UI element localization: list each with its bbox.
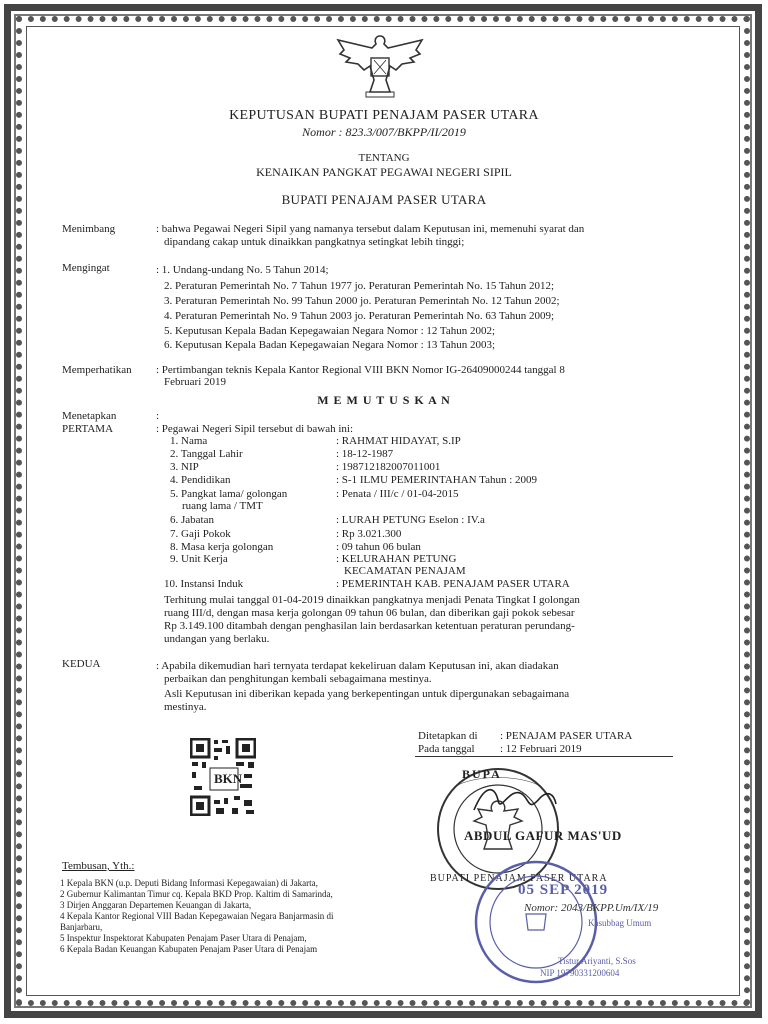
- bkn-logo-text: BKN: [214, 771, 243, 786]
- field-label: 3. NIP: [170, 461, 199, 473]
- mengingat-item: 5. Keputusan Kepala Badan Kepegawaian Negara Nomor : 12 Tahun 2002;: [164, 325, 496, 337]
- signature-divider: [415, 756, 673, 757]
- field-value: : Penata / III/c / 01-04-2015: [336, 488, 459, 500]
- ditetapkan-value: : PENAJAM PASER UTARA: [500, 730, 633, 742]
- memperhatikan-text-line1: : Pertimbangan teknis Kepala Kantor Regional VIII BKN Nomor IG-26409000244 tanggal 8: [156, 364, 565, 376]
- field-value: KECAMATAN PENAJAM: [344, 565, 466, 577]
- qr-code: [190, 738, 256, 816]
- field-label: 5. Pangkat lama/ golongan: [170, 488, 288, 500]
- field-value: : PEMERINTAH KAB. PENAJAM PASER UTARA: [336, 578, 570, 590]
- mengingat-item: : 1. Undang-undang No. 5 Tahun 2014;: [156, 264, 329, 276]
- seal-ring-text: BUPATI PENAJAM PASER UTARA: [430, 873, 608, 884]
- field-value: : 09 tahun 06 bulan: [336, 541, 421, 553]
- stamp-date: 05 SEP 2019: [518, 882, 609, 898]
- field-value: : 198712182007011001: [336, 461, 441, 473]
- tembusan-title: Tembusan, Yth.:: [62, 860, 135, 872]
- field-value: : KELURAHAN PETUNG: [336, 553, 457, 565]
- field-label: ruang lama / TMT: [182, 500, 263, 512]
- document-number: Nomor : 823.3/007/BKPP/II/2019: [302, 125, 466, 139]
- memutuskan-heading: M E M U T U S K A N: [317, 393, 451, 407]
- field-label: 7. Gaji Pokok: [170, 528, 231, 540]
- field-label: 2. Tanggal Lahir: [170, 448, 243, 460]
- memperhatikan-label: Memperhatikan: [62, 364, 132, 376]
- tembusan-item: 2 Gubernur Kalimantan Timur cq. Kepala BKD Prop. Kaltim di Samarinda,: [60, 889, 333, 899]
- mengingat-item: 2. Peraturan Pemerintah No. 7 Tahun 1977 jo. Peraturan Pemerintah No. 15 Tahun 2012;: [164, 280, 555, 292]
- tentang-label: TENTANG: [358, 152, 410, 164]
- tanggal-label: Pada tanggal: [418, 743, 475, 755]
- stamp-officer-name: Tistur Ariyanti, S.Sos: [558, 956, 636, 966]
- tembusan-item: 1 Kepala BKN (u.p. Deputi Bidang Informasi Kepegawaian) di Jakarta,: [60, 878, 318, 888]
- field-label: 4. Pendidikan: [170, 474, 231, 486]
- field-value: : 18-12-1987: [336, 448, 394, 460]
- field-value: : RAHMAT HIDAYAT, S.IP: [336, 435, 461, 447]
- stamp-nomor: Nomor: 2043/BKPP.Um/IX/19: [524, 902, 659, 914]
- tembusan-item: Banjarbaru,: [60, 922, 103, 932]
- field-value: : LURAH PETUNG Eselon : IV.a: [336, 514, 485, 526]
- pertama-paragraph-line: Rp 3.149.100 ditambah dengan penghasilan lain berdasarkan ketentuan peraturan perundang-: [164, 620, 575, 632]
- pertama-paragraph-line: Terhitung mulai tanggal 01-04-2019 dinaikkan pangkatnya menjadi Penata Tingkat I golongan: [164, 594, 580, 606]
- kedua-line: Asli Keputusan ini diberikan kepada yang berkepentingan untuk dipergunakan sebagaimana: [164, 688, 570, 700]
- stamp-role: Kasubbag Umum: [588, 918, 652, 928]
- pertama-intro: : Pegawai Negeri Sipil tersebut di bawah ini:: [156, 423, 354, 435]
- menetapkan-colon: :: [156, 410, 160, 422]
- field-label: 6. Jabatan: [170, 514, 214, 526]
- menimbang-text-line1: : bahwa Pegawai Negeri Sipil yang namanya tersebut dalam Keputusan ini, memenuhi syarat dan: [156, 223, 585, 235]
- mengingat-item: 4. Peraturan Pemerintah No. 9 Tahun 2003 jo. Peraturan Pemerintah No. 63 Tahun 2009;: [164, 310, 555, 322]
- mengingat-label: Mengingat: [62, 262, 110, 274]
- memperhatikan-text-line2: Februari 2019: [164, 376, 227, 388]
- tembusan-item: 5 Inspektur Inspektorat Kabupaten Penajam Paser Utara di Penajam,: [60, 933, 307, 943]
- field-label: 10. Instansi Induk: [164, 578, 244, 590]
- document-subject: KENAIKAN PANGKAT PEGAWAI NEGERI SIPIL: [256, 165, 512, 179]
- kedua-line: : Apabila dikemudian hari ternyata terdapat kekeliruan dalam Keputusan ini, akan diadakan: [156, 660, 559, 672]
- pertama-paragraph-line: ruang III/d, dengan masa kerja golongan 09 tahun 06 bulan, dan diberikan gaji pokok sebesar: [164, 607, 575, 619]
- menetapkan-label: Menetapkan: [62, 410, 117, 422]
- menimbang-text-line2: dipandang cakap untuk dinaikkan pangkatnya setingkat lebih tinggi;: [164, 236, 465, 248]
- menimbang-label: Menimbang: [62, 223, 116, 235]
- kedua-line: mestinya.: [164, 701, 207, 713]
- tembusan-list: [60, 878, 333, 955]
- pertama-label: PERTAMA: [62, 423, 114, 435]
- seal-partial-text: BUPA: [462, 767, 502, 781]
- field-label: 8. Masa kerja golongan: [170, 541, 274, 553]
- document-title: KEPUTUSAN BUPATI PENAJAM PASER UTARA: [229, 108, 539, 123]
- mengingat-item: 3. Peraturan Pemerintah No. 99 Tahun 2000 jo. Peraturan Pemerintah No. 12 Tahun 2002;: [164, 295, 560, 307]
- ditetapkan-label: Ditetapkan di: [418, 730, 478, 742]
- tembusan-item: 6 Kepala Badan Keuangan Kabupaten Penajam Paser Utara di Penajam: [60, 944, 318, 954]
- kedua-label: KEDUA: [62, 658, 101, 670]
- stamp-officer-nip: NIP 19790331200604: [540, 968, 620, 978]
- tanggal-value: : 12 Februari 2019: [500, 743, 582, 755]
- garuda-emblem-icon: [330, 30, 430, 98]
- kedua-line: perbaikan dan penghitungan kembali sebagaimana mestinya.: [164, 673, 432, 685]
- field-label: 1. Nama: [170, 435, 208, 447]
- field-label: 9. Unit Kerja: [170, 553, 228, 565]
- authority-heading: BUPATI PENAJAM PASER UTARA: [281, 192, 487, 207]
- mengingat-item: 6. Keputusan Kepala Badan Kepegawaian Negara Nomor : 13 Tahun 2003;: [164, 339, 496, 351]
- tembusan-item: 3 Dirjen Anggaran Departemen Keuangan di Jakarta,: [60, 900, 252, 910]
- handwritten-signature-icon: [470, 780, 560, 820]
- pertama-paragraph-line: undangan yang berlaku.: [164, 633, 270, 645]
- field-value: : Rp 3.021.300: [336, 528, 402, 540]
- tembusan-item: 4 Kepala Kantor Regional VIII Badan Kepegawaian Negara Banjarmasin di: [60, 911, 334, 921]
- field-value: : S-1 ILMU PEMERINTAHAN Tahun : 2009: [336, 474, 538, 486]
- signer-name: ABDUL GAFUR MAS'UD: [464, 828, 622, 843]
